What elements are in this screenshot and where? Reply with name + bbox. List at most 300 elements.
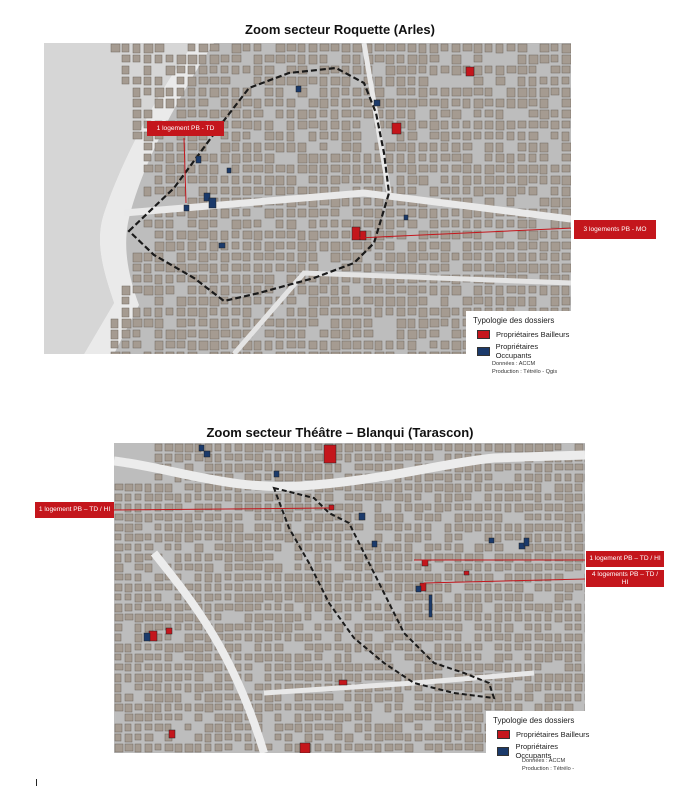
building-block xyxy=(562,143,571,151)
building-block xyxy=(325,674,332,681)
parcel-occupant[interactable] xyxy=(372,541,377,547)
building-block xyxy=(355,574,361,581)
building-block xyxy=(331,77,340,85)
building-block xyxy=(135,494,141,500)
building-block xyxy=(188,55,197,64)
building-block xyxy=(188,308,197,316)
building-block xyxy=(365,574,372,581)
building-block xyxy=(395,494,403,501)
building-block xyxy=(215,704,222,710)
building-block xyxy=(305,524,313,532)
building-block xyxy=(315,514,323,522)
parcel-occupant[interactable] xyxy=(184,205,189,211)
parcel-occupant[interactable] xyxy=(416,586,421,592)
parcel-occupant[interactable] xyxy=(296,86,301,92)
building-block xyxy=(507,242,514,249)
building-block xyxy=(195,524,202,530)
building-block xyxy=(405,624,413,630)
building-block xyxy=(529,88,536,97)
parcel-occupant[interactable] xyxy=(227,168,231,173)
building-block xyxy=(445,734,451,742)
building-block xyxy=(305,534,311,540)
parcel-bailleur[interactable] xyxy=(422,560,428,566)
building-block xyxy=(408,209,416,217)
building-block xyxy=(185,724,191,730)
building-block xyxy=(562,110,571,118)
building-block xyxy=(555,484,563,492)
building-block xyxy=(232,220,241,229)
map1-callout-2: 3 logements PB - MO xyxy=(574,220,656,239)
building-block xyxy=(320,55,327,63)
building-block xyxy=(133,121,141,130)
building-block xyxy=(199,88,206,96)
building-block xyxy=(298,77,307,86)
building-block xyxy=(325,584,331,591)
building-block xyxy=(235,534,243,542)
building-block xyxy=(385,724,393,732)
building-block xyxy=(243,264,250,271)
building-block xyxy=(287,319,296,327)
building-block xyxy=(365,734,371,740)
building-block xyxy=(385,464,392,471)
building-block xyxy=(430,154,437,162)
building-block xyxy=(545,694,553,702)
building-block xyxy=(275,524,281,531)
building-block xyxy=(305,514,312,520)
building-block xyxy=(255,524,263,531)
building-block xyxy=(315,594,322,602)
building-block xyxy=(386,209,394,217)
building-block xyxy=(133,132,142,139)
building-block xyxy=(562,44,571,53)
building-block xyxy=(155,55,162,63)
building-block xyxy=(175,614,183,622)
building-block xyxy=(305,674,313,681)
building-block xyxy=(166,99,174,108)
building-block xyxy=(408,264,416,273)
building-block xyxy=(515,604,521,612)
building-block xyxy=(565,604,571,611)
building-block xyxy=(415,494,421,500)
building-block xyxy=(115,654,121,660)
building-block xyxy=(463,121,470,128)
credit-production: Production : Tétrélo - Qgis xyxy=(492,368,558,375)
building-block xyxy=(575,674,583,682)
building-block xyxy=(365,744,372,750)
parcel-occupant[interactable] xyxy=(199,445,204,451)
building-block xyxy=(135,634,142,642)
building-block xyxy=(463,264,472,271)
building-block xyxy=(518,253,526,261)
building-block xyxy=(475,464,481,471)
building-block xyxy=(145,484,151,492)
building-block xyxy=(265,624,272,631)
building-block xyxy=(205,594,213,601)
building-block xyxy=(235,644,241,651)
building-block xyxy=(445,504,451,511)
parcel-occupant[interactable] xyxy=(196,156,201,163)
parcel-occupant[interactable] xyxy=(144,633,150,641)
building-block xyxy=(408,330,417,339)
building-block xyxy=(215,674,222,682)
map2-frame[interactable] xyxy=(114,443,585,753)
building-block xyxy=(331,286,338,295)
building-block xyxy=(335,634,341,641)
map1-frame[interactable] xyxy=(44,43,571,354)
building-block xyxy=(331,231,338,238)
map2-canvas[interactable] xyxy=(114,443,585,753)
building-block xyxy=(435,504,443,512)
building-block xyxy=(355,444,362,451)
building-block xyxy=(386,220,394,229)
building-block xyxy=(435,604,443,611)
building-block xyxy=(342,297,350,305)
building-block xyxy=(529,220,536,228)
building-block xyxy=(435,444,442,450)
building-block xyxy=(145,684,153,690)
building-block xyxy=(205,514,213,521)
parcel-occupant[interactable] xyxy=(429,595,432,617)
building-block xyxy=(243,176,251,183)
parcel-occupant[interactable] xyxy=(404,215,408,220)
building-block xyxy=(276,110,283,118)
building-block xyxy=(435,724,443,731)
building-block xyxy=(507,286,516,293)
legend-title: Typologie des dossiers xyxy=(493,716,575,725)
building-block xyxy=(525,614,531,621)
building-block xyxy=(465,604,472,612)
building-block xyxy=(345,734,353,742)
building-block xyxy=(353,44,362,52)
building-block xyxy=(199,242,206,250)
parcel-bailleur[interactable] xyxy=(169,730,175,738)
building-block xyxy=(405,534,413,542)
building-block xyxy=(375,77,382,86)
parcel-occupant[interactable] xyxy=(209,198,216,208)
building-block xyxy=(535,614,541,621)
parcel-occupant[interactable] xyxy=(219,243,225,248)
building-block xyxy=(397,286,406,293)
building-block xyxy=(415,734,422,741)
building-block xyxy=(408,154,415,163)
building-block xyxy=(395,484,402,492)
building-block xyxy=(355,494,362,501)
building-block xyxy=(415,504,423,512)
building-block xyxy=(235,734,241,741)
building-block xyxy=(465,704,473,712)
building-block xyxy=(430,319,439,327)
building-block xyxy=(276,44,285,52)
parcel-occupant[interactable] xyxy=(489,538,494,543)
building-block xyxy=(485,66,492,73)
building-block xyxy=(166,286,174,294)
building-block xyxy=(166,55,173,62)
building-block xyxy=(415,634,423,641)
building-block xyxy=(545,564,552,570)
building-block xyxy=(210,341,219,350)
building-block xyxy=(545,534,552,541)
parcel-occupant[interactable] xyxy=(204,451,210,457)
building-block xyxy=(425,634,433,641)
map2-callout-3: 4 logements PB – TD / HI xyxy=(586,570,664,587)
building-block xyxy=(397,77,405,86)
building-block xyxy=(385,634,393,642)
building-block xyxy=(254,66,262,75)
building-block xyxy=(452,88,461,96)
building-block xyxy=(245,494,253,502)
building-block xyxy=(309,341,317,349)
building-block xyxy=(386,44,395,51)
building-block xyxy=(365,444,371,451)
building-block xyxy=(525,634,531,641)
building-block xyxy=(135,654,143,662)
building-block xyxy=(175,644,183,652)
building-block xyxy=(331,242,340,251)
building-block xyxy=(177,297,186,306)
building-block xyxy=(386,253,395,262)
building-block xyxy=(441,99,448,108)
building-block xyxy=(155,694,163,702)
building-block xyxy=(415,454,421,462)
building-block xyxy=(475,524,481,531)
building-block xyxy=(397,176,404,185)
building-block xyxy=(430,88,437,95)
building-block xyxy=(365,584,373,591)
building-block xyxy=(505,464,511,470)
building-block xyxy=(408,55,417,64)
building-block xyxy=(342,242,350,251)
building-block xyxy=(575,684,582,691)
building-block xyxy=(195,674,203,681)
building-block xyxy=(155,664,162,671)
building-block xyxy=(452,99,460,106)
building-block xyxy=(205,724,213,732)
building-block xyxy=(309,264,318,271)
building-block xyxy=(463,99,470,108)
building-block xyxy=(485,474,492,480)
building-block xyxy=(243,220,251,228)
building-block xyxy=(177,110,186,118)
building-block xyxy=(565,624,572,630)
parcel-bailleur[interactable] xyxy=(324,445,336,463)
building-block xyxy=(496,231,503,238)
building-block xyxy=(298,253,306,262)
building-block xyxy=(144,264,151,273)
building-block xyxy=(435,624,442,632)
building-block xyxy=(551,286,559,295)
building-block xyxy=(455,524,463,531)
building-block xyxy=(177,165,184,173)
building-block xyxy=(562,187,570,196)
building-block xyxy=(135,674,143,682)
building-block xyxy=(445,714,451,722)
building-block xyxy=(475,504,482,511)
building-block xyxy=(425,624,433,631)
building-block xyxy=(545,634,552,641)
building-block xyxy=(507,176,515,183)
building-block xyxy=(455,744,462,750)
building-block xyxy=(298,66,307,74)
parcel-occupant[interactable] xyxy=(524,538,529,546)
building-block xyxy=(495,484,502,490)
building-block xyxy=(235,454,242,461)
building-block xyxy=(210,352,218,354)
building-block xyxy=(175,444,183,452)
credit-data: Données : ACCM xyxy=(522,758,566,764)
building-block xyxy=(298,308,306,316)
building-block xyxy=(405,614,412,621)
building-block xyxy=(155,88,164,97)
building-block xyxy=(275,704,281,710)
building-block xyxy=(364,220,373,227)
building-block xyxy=(122,297,129,304)
building-block xyxy=(575,534,583,542)
building-block xyxy=(221,275,228,282)
building-block xyxy=(445,644,453,652)
building-block xyxy=(115,534,121,540)
building-block xyxy=(430,110,437,119)
building-block xyxy=(386,242,394,250)
building-block xyxy=(285,534,293,542)
building-block xyxy=(309,286,318,295)
building-block xyxy=(540,154,548,161)
building-block xyxy=(375,724,383,732)
building-block xyxy=(199,110,207,117)
building-block xyxy=(345,594,352,600)
building-block xyxy=(505,694,511,701)
building-block xyxy=(287,209,295,217)
building-block xyxy=(445,604,452,611)
building-block xyxy=(385,574,392,581)
building-block xyxy=(365,454,372,460)
building-block xyxy=(415,694,423,700)
building-block xyxy=(145,564,152,572)
map1-legend xyxy=(466,311,580,363)
building-block xyxy=(185,444,193,452)
building-block xyxy=(125,654,132,662)
building-block xyxy=(205,574,212,582)
building-block xyxy=(485,242,493,250)
building-block xyxy=(125,574,131,580)
building-block xyxy=(518,99,527,108)
parcel-occupant[interactable] xyxy=(374,100,380,106)
parcel-bailleur[interactable] xyxy=(300,743,310,753)
building-block xyxy=(535,504,542,510)
parcel-bailleur[interactable] xyxy=(339,680,347,685)
building-block xyxy=(245,594,253,602)
building-block xyxy=(540,44,549,52)
building-block xyxy=(525,664,532,671)
building-block xyxy=(353,176,361,183)
building-block xyxy=(145,734,153,741)
building-block xyxy=(185,564,193,570)
building-block xyxy=(495,604,502,612)
building-block xyxy=(562,88,570,97)
building-block xyxy=(225,634,233,641)
parcel-bailleur[interactable] xyxy=(392,123,401,134)
building-block xyxy=(295,704,303,710)
building-block xyxy=(419,242,426,251)
building-block xyxy=(430,242,439,249)
building-block xyxy=(144,165,153,172)
building-block xyxy=(335,654,341,662)
map1-callout-1: 1 logement PB - TD xyxy=(147,121,224,136)
building-block xyxy=(175,524,182,532)
building-block xyxy=(405,524,411,530)
building-block xyxy=(485,664,493,670)
building-block xyxy=(315,524,322,531)
building-block xyxy=(232,143,239,151)
building-block xyxy=(485,614,491,620)
building-block xyxy=(145,584,151,591)
building-block xyxy=(445,444,452,451)
building-block xyxy=(353,55,360,64)
building-block xyxy=(155,242,164,251)
building-block xyxy=(285,494,291,502)
building-block xyxy=(375,253,382,260)
building-block xyxy=(575,484,582,491)
building-block xyxy=(135,534,143,541)
building-block xyxy=(287,176,296,185)
building-block xyxy=(125,544,131,550)
building-block xyxy=(144,55,151,63)
building-block xyxy=(345,744,352,750)
building-block xyxy=(215,454,221,462)
building-block xyxy=(355,584,362,591)
building-block xyxy=(505,554,513,562)
building-block xyxy=(325,744,332,751)
building-block xyxy=(555,584,563,591)
building-block xyxy=(540,264,548,273)
building-block xyxy=(562,286,569,295)
building-block xyxy=(115,524,123,531)
building-block xyxy=(364,198,371,205)
building-block xyxy=(355,624,362,632)
building-block xyxy=(195,574,201,581)
building-block xyxy=(355,594,362,602)
building-block xyxy=(495,534,501,542)
building-block xyxy=(515,614,522,621)
parcel-occupant[interactable] xyxy=(274,471,279,477)
building-block xyxy=(495,464,503,471)
building-block xyxy=(408,143,415,152)
building-block xyxy=(195,704,203,711)
building-block xyxy=(455,734,461,740)
map1-canvas[interactable] xyxy=(44,43,571,354)
building-block xyxy=(535,584,542,591)
map2-credits xyxy=(522,758,574,773)
parcel-bailleur[interactable] xyxy=(464,571,469,575)
building-block xyxy=(562,121,570,128)
parcel-bailleur[interactable] xyxy=(466,67,474,76)
building-block xyxy=(215,514,221,520)
parcel-bailleur[interactable] xyxy=(166,628,172,634)
parcel-bailleur[interactable] xyxy=(360,231,366,240)
building-block xyxy=(305,584,313,592)
building-block xyxy=(221,341,228,349)
parcel-bailleur[interactable] xyxy=(329,505,334,510)
building-block xyxy=(496,176,504,184)
building-block xyxy=(365,674,372,680)
building-block xyxy=(540,286,547,295)
building-block xyxy=(309,154,318,163)
building-block xyxy=(331,99,338,106)
parcel-occupant[interactable] xyxy=(359,513,365,520)
building-block xyxy=(115,684,121,692)
building-block xyxy=(345,504,353,512)
building-block xyxy=(165,614,171,620)
building-block xyxy=(385,544,393,551)
